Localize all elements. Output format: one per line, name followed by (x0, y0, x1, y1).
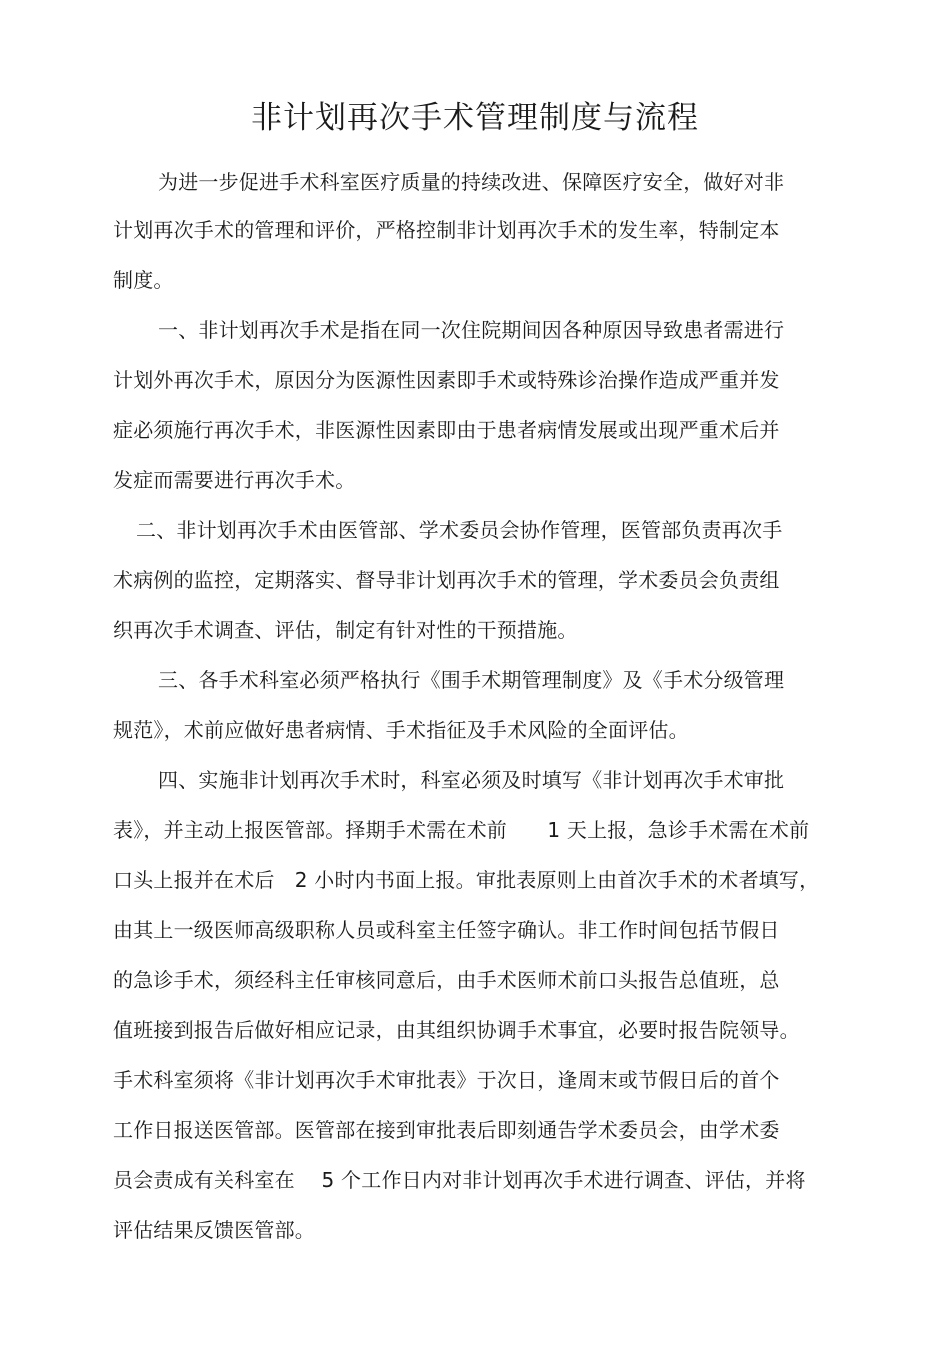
document-title: 非计划再次手术管理制度与流程 (251, 100, 699, 136)
paragraph-3-line-1: 三、各手术科室必须严格执行《围手术期管理制度》及《手术分级管理 (158, 668, 785, 692)
paragraph-1-line-1: 一、非计划再次手术是指在同一次住院期间因各种原因导致患者需进行 (158, 318, 785, 342)
paragraph-3-line-2: 规范》，术前应做好患者病情、手术指征及手术风险的全面评估。 (113, 718, 689, 742)
paragraph-4-line-1: 四、实施非计划再次手术时，科室必须及时填写《非计划再次手术审批 (158, 768, 785, 792)
paragraph-intro-line-1: 为进一步促进手术科室医疗质量的持续改进、保障医疗安全，做好对非 (158, 170, 785, 194)
paragraph-1-line-2: 计划外再次手术，原因分为医源性因素即手术或特殊诊治操作造成严重并发 (113, 368, 780, 392)
paragraph-intro-line-2: 计划再次手术的管理和评价，严格控制非计划再次手术的发生率，特制定本 (113, 218, 780, 242)
paragraph-4-line-5: 的急诊手术，须经科主任审核同意后，由手术医师术前口头报告总值班，总 (113, 968, 780, 992)
paragraph-2-line-1: 二、非计划再次手术由医管部、学术委员会协作管理，医管部负责再次手 (136, 518, 783, 542)
paragraph-4-line-8: 工作日报送医管部。医管部在接到审批表后即刻通告学术委员会，由学术委 (113, 1118, 780, 1142)
paragraph-4-line-2: 表》，并主动上报医管部。择期手术需在术前 1 天上报，急诊手术需在术前 (113, 818, 810, 842)
paragraph-4-line-6: 值班接到报告后做好相应记录，由其组织协调手术事宜，必要时报告院领导。 (113, 1018, 800, 1042)
paragraph-intro-line-3: 制度。 (113, 268, 174, 292)
paragraph-2-line-2: 术病例的监控，定期落实、督导非计划再次手术的管理，学术委员会负责组 (113, 568, 780, 592)
paragraph-1-line-3: 症必须施行再次手术，非医源性因素即由于患者病情发展或出现严重术后并 (113, 418, 780, 442)
paragraph-4-line-9: 员会责成有关科室在 5 个工作日内对非计划再次手术进行调查、评估，并将 (113, 1168, 806, 1192)
paragraph-4-line-3: 口头上报并在术后 2 小时内书面上报。审批表原则上由首次手术的术者填写， (113, 868, 820, 892)
paragraph-2-line-3: 织再次手术调查、评估，制定有针对性的干预措施。 (113, 618, 578, 642)
paragraph-4-line-4: 由其上一级医师高级职称人员或科室主任签字确认。非工作时间包括节假日 (113, 918, 780, 942)
paragraph-4-line-7: 手术科室须将《非计划再次手术审批表》于次日，逢周末或节假日后的首个 (113, 1068, 780, 1092)
paragraph-4-line-10: 评估结果反馈医管部。 (113, 1218, 315, 1242)
paragraph-1-line-4: 发症而需要进行再次手术。 (113, 468, 356, 492)
